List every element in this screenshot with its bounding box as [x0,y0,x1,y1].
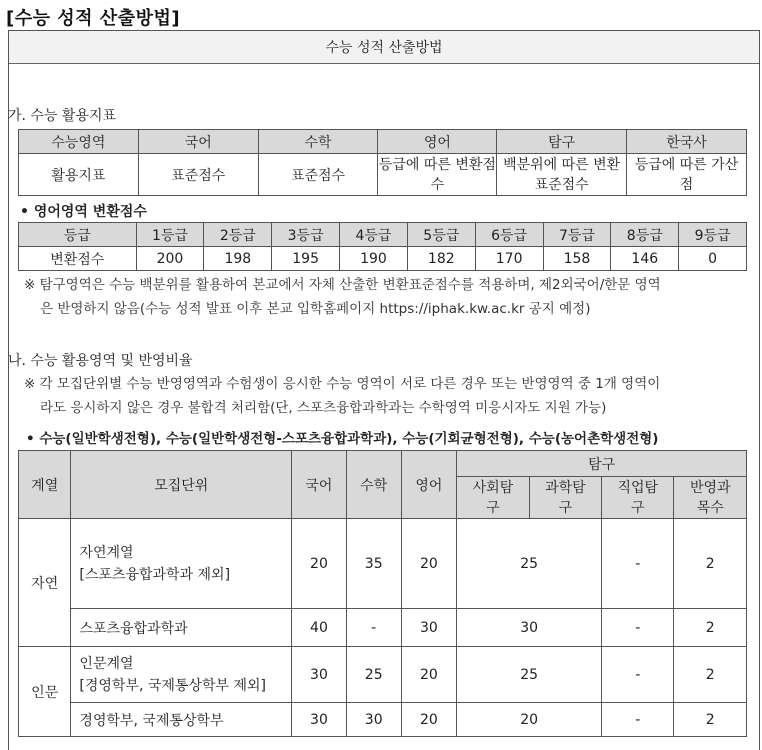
unit-cell [71,647,292,703]
table-row [19,519,747,609]
vocational-cell: - [602,609,674,647]
cell: 195 [272,247,340,271]
english-heading: • 영어영역 변환점수 [20,204,147,220]
english-cell: 20 [401,519,457,609]
table-row [19,609,747,647]
cell: 0 [679,247,747,271]
header-cell: 등급 [19,223,137,247]
inquiry-note-line1: ※ 탐구영역은 수능 백분위를 활용하여 본교에서 자체 산출한 변환표준점수를 적용하며, 제2외국어/한문 영역 [24,277,661,293]
inquiry-cell: 30 [457,609,602,647]
cell: 158 [543,247,611,271]
header-cell: 2등급 [204,223,272,247]
cell: 등급에 따른 가산점 [626,154,746,196]
inquiry-cell: 25 [457,647,602,703]
ratio-header-row-1 [19,451,747,477]
header-social: 사회탐구 [457,477,529,519]
header-korean: 국어 [292,451,347,519]
admission-types-bullet: • 수능(일반학생전형), 수능(일반학생전형-스포츠융합과학과), 수능(기회균형전형), 수능(농어촌학생전형) [26,431,659,447]
inquiry-cell: 20 [457,703,602,737]
math-cell: - [346,609,401,647]
cell: 200 [136,247,204,271]
cell: 표준점수 [138,154,258,196]
section-b-note-line2: 라도 응시하지 않은 경우 불합격 처리함(단, 스포츠융합과학과는 수학영역 미응시자도 지원 가능) [40,400,607,416]
header-track: 계열 [19,451,71,519]
header-science: 과학탐구 [529,477,601,519]
cell: 146 [611,247,679,271]
page-title: [수능 성적 산출방법] [6,8,181,29]
cell: 170 [475,247,543,271]
cell: 198 [204,247,272,271]
header-cell: 8등급 [611,223,679,247]
unit-name: 자연계열 [79,544,134,561]
math-cell: 25 [346,647,401,703]
unit-cell [71,519,292,609]
header-vocational: 직업탐구 [602,477,674,519]
korean-cell: 30 [292,647,347,703]
unit-cell: 경영학부, 국제통상학부 [71,703,292,737]
unit-note: [경영학부, 국제통상학부 제외] [79,677,266,694]
header-cell: 탐구 [497,130,627,154]
subjects-cell: 2 [674,519,747,609]
track-cell: 인문 [19,647,71,737]
english-cell: 20 [401,703,457,737]
header-cell: 6등급 [475,223,543,247]
section-b-heading: 나. 수능 활용영역 및 반영비율 [8,353,193,369]
unit-cell: 스포츠융합과학과 [71,609,292,647]
table-row [19,703,747,737]
usage-index-table [18,129,747,196]
header-unit: 모집단위 [71,451,292,519]
header-cell: 영어 [378,130,497,154]
english-cell: 30 [401,609,457,647]
cell: 190 [340,247,408,271]
korean-cell: 40 [292,609,347,647]
section-a-heading: 가. 수능 활용지표 [8,108,117,124]
korean-cell: 30 [292,703,347,737]
header-cell: 수학 [258,130,378,154]
header-math: 수학 [346,451,401,519]
header-english: 영어 [401,451,457,519]
header-subjects: 반영과목수 [674,477,747,519]
cell: 등급에 따른 변환점수 [378,154,497,196]
frame-title: 수능 성적 산출방법 [9,31,759,64]
vocational-cell: - [602,703,674,737]
table-row [19,647,747,703]
usage-header-row [19,130,747,154]
cell: 백분위에 따른 변환표준점수 [497,154,627,196]
header-cell: 4등급 [340,223,408,247]
header-cell: 9등급 [679,223,747,247]
english-score-table [18,222,747,271]
inquiry-note-line2: 은 반영하지 않음(수능 성적 발표 이후 본교 입학홈페이지 https://iphak.kw.ac.kr 공지 예정) [40,301,591,317]
subjects-cell: 2 [674,703,747,737]
header-cell: 7등급 [543,223,611,247]
header-cell: 수능영역 [19,130,139,154]
row-label: 활용지표 [19,154,139,196]
korean-cell: 20 [292,519,347,609]
english-cell: 20 [401,647,457,703]
english-header-row [19,223,747,247]
subjects-cell: 2 [674,647,747,703]
row-label: 변환점수 [19,247,137,271]
header-cell: 한국사 [626,130,746,154]
cell: 표준점수 [258,154,378,196]
vocational-cell: - [602,519,674,609]
cell: 182 [407,247,475,271]
ratio-table [18,450,747,737]
inquiry-cell: 25 [457,519,602,609]
header-cell: 1등급 [136,223,204,247]
header-cell: 국어 [138,130,258,154]
subjects-cell: 2 [674,609,747,647]
track-cell: 자연 [19,519,71,647]
usage-data-row [19,154,747,196]
header-cell: 3등급 [272,223,340,247]
unit-name: 인문계열 [79,655,134,672]
math-cell: 35 [346,519,401,609]
header-inquiry: 탐구 [457,451,747,477]
math-cell: 30 [346,703,401,737]
vocational-cell: - [602,647,674,703]
english-data-row [19,247,747,271]
header-cell: 5등급 [407,223,475,247]
unit-note: [스포츠융합과학과 제외] [79,566,231,583]
section-b-note-line1: ※ 각 모집단위별 수능 반영영역과 수험생이 응시한 수능 영역이 서로 다른 경우 또는 반영영역 중 1개 영역이 [24,376,661,392]
